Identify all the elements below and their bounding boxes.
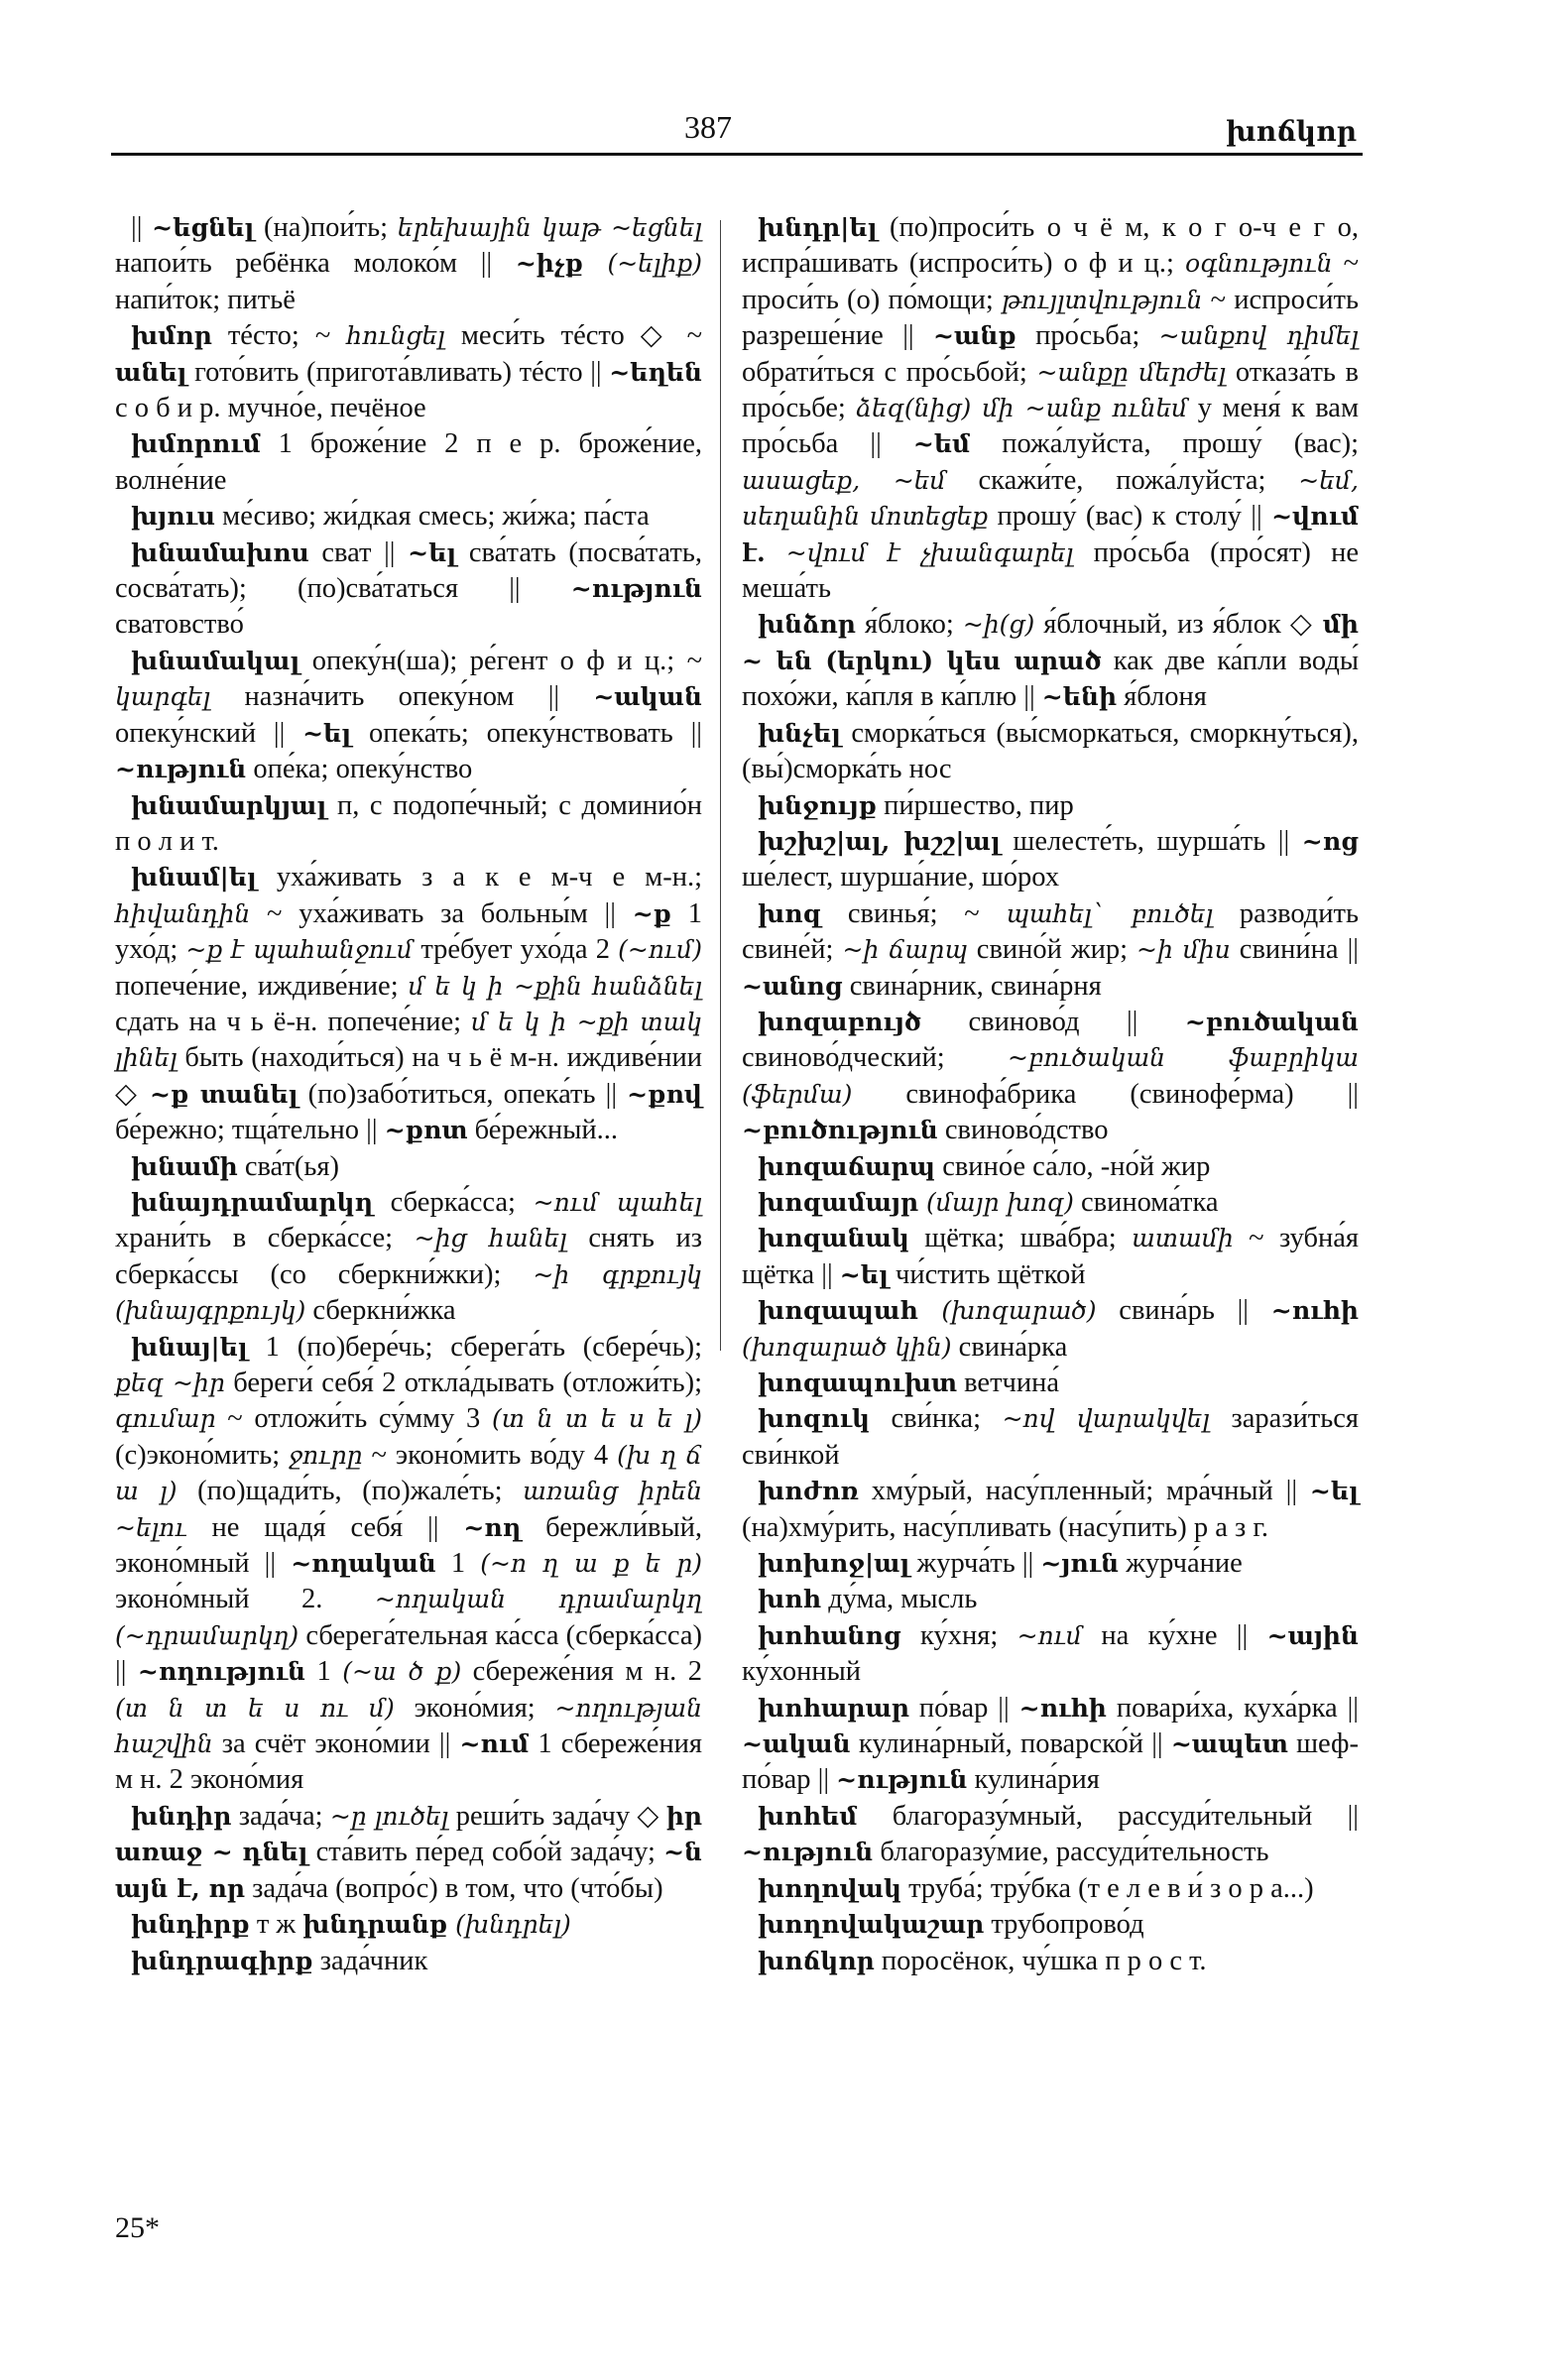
headword: ~անոց	[742, 971, 843, 1001]
dictionary-entry	[742, 716, 1359, 788]
translation: ду́ма, мысль	[821, 1584, 978, 1615]
translation: эконо́мный 2.	[115, 1584, 375, 1615]
headword: ~ել	[1309, 1477, 1359, 1506]
header-rule	[111, 153, 1363, 156]
headword: խոզանակ	[758, 1224, 909, 1253]
headword: խնամակալ	[131, 646, 300, 675]
headword: ~ողական	[291, 1549, 436, 1579]
armenian-example: ~ում պահել	[533, 1187, 702, 1217]
dictionary-entry	[115, 1330, 702, 1799]
armenian-example: (խնդրել)	[447, 1910, 571, 1940]
dictionary-entry	[742, 1907, 1359, 1943]
headword: ~ն այն է, որ	[115, 1838, 702, 1903]
translation: быть (находи́ться) на ч ь ё м-н. иждиве́нии ◇	[115, 1042, 702, 1110]
dictionary-entry	[742, 607, 1359, 715]
armenian-example: մ ե կ ի ~քին հանձնել	[408, 971, 702, 1001]
headword: ~եղեն	[609, 357, 702, 387]
translation: не щадя́ себя́ ||	[186, 1511, 464, 1543]
armenian-example: (~ում)	[618, 935, 702, 965]
translation: опека́ть; опеку́нствовать ||	[351, 717, 703, 749]
translation: разводи́ть свине́й;	[742, 897, 1359, 966]
dictionary-entry	[742, 1944, 1359, 1979]
headword: խոժոռ	[758, 1477, 859, 1506]
translation: ста́вить пе́ред собо́й зада́чу;	[307, 1837, 664, 1868]
headword: ~ել	[408, 537, 457, 567]
headword: ~վում է.	[742, 502, 1359, 567]
dictionary-entry	[742, 824, 1359, 896]
dictionary-entry	[742, 1221, 1359, 1293]
headword: խնդրանք	[302, 1910, 448, 1940]
headword: խնամի	[131, 1151, 238, 1181]
headword: ~ություն	[570, 574, 702, 604]
translation: 1 ухо́д;	[115, 897, 702, 966]
armenian-example: (տ ն տ ե ս ու մ)	[115, 1693, 395, 1723]
translation: прошу́ (вас) к столу́ ||	[988, 501, 1272, 533]
headword: ~քոտ	[384, 1116, 468, 1145]
translation: поросёнок, чу́шка п р о с т.	[874, 1945, 1207, 1976]
translation: храни́ть в сберка́ссе;	[115, 1223, 415, 1254]
column-divider	[720, 220, 721, 1351]
armenian-example: ջուրը	[289, 1440, 363, 1470]
dictionary-entry	[115, 644, 702, 788]
headword: ~ք տանել	[150, 1079, 299, 1109]
headword: խշխշ|ալ, խշշ|ալ	[758, 826, 1001, 856]
translation: скажи́те, пожа́луйста;	[945, 464, 1299, 496]
headword: ~ող	[463, 1512, 522, 1542]
headword: խնամախոս	[131, 537, 309, 567]
translation: сберкни́жка	[305, 1295, 456, 1327]
translation: т ж	[249, 1909, 303, 1941]
headword: ~ուհի	[1270, 1296, 1360, 1326]
headword: խոզամայր	[758, 1187, 919, 1217]
dictionary-entry	[115, 426, 702, 499]
translation: свинома́тка	[1073, 1186, 1219, 1218]
translation: пи́ршество, пир	[876, 789, 1074, 821]
translation: шеф-по́вар ||	[742, 1728, 1360, 1796]
dictionary-entry	[115, 1185, 702, 1330]
translation: ~ испроси́ть разреше́ние ||	[742, 284, 1359, 352]
translation: бе́режный...	[467, 1115, 619, 1146]
armenian-example: ատամի	[1132, 1224, 1234, 1253]
translation: свини́на ||	[1230, 934, 1359, 966]
translation: я́блоко;	[855, 609, 963, 641]
headword: ~ել	[839, 1259, 889, 1289]
translation: зада́чник	[312, 1945, 428, 1976]
translation: благоразу́мный, рассуди́тельный ||	[857, 1800, 1359, 1832]
headword: ~ապետ	[1170, 1729, 1288, 1759]
right-column	[742, 210, 1359, 1979]
headword: ~իչք	[515, 249, 583, 279]
translation: эконо́мия;	[394, 1692, 555, 1724]
headword: խոզաբույծ	[758, 1007, 922, 1036]
headword: ~ոց	[1301, 826, 1359, 856]
translation: повари́ха, куха́рка ||	[1106, 1692, 1359, 1724]
armenian-example: (խոզարած)	[917, 1296, 1097, 1326]
dictionary-entry	[115, 318, 702, 426]
translation: свина́рка	[951, 1331, 1068, 1363]
translation: кулина́рия	[967, 1764, 1100, 1796]
translation: сви́нка;	[869, 1403, 1003, 1435]
armenian-example: ~անքով դիմել	[1158, 321, 1359, 351]
translation: как две ка́пли воды́ похо́жи, ка́пля в ка́плю ||	[742, 645, 1359, 713]
translation: за счёт эконо́мии ||	[212, 1728, 460, 1760]
translation: п, с подопе́чный; с доминио́н п о л и т.	[115, 789, 702, 857]
headword: ~ական	[742, 1729, 851, 1759]
headword: ~յուն	[1040, 1549, 1120, 1579]
dictionary-entry	[742, 1401, 1359, 1474]
translation: сдать на ч ь ё-н. попече́ние;	[115, 1006, 472, 1037]
headword: խնամ|ել	[131, 863, 257, 892]
dictionary-entry	[742, 1005, 1359, 1149]
translation: попече́ние, иждиве́ние;	[115, 970, 409, 1002]
translation: бе́режно; тща́тельно ||	[115, 1115, 385, 1146]
translation: свиново́дческий;	[742, 1042, 1008, 1074]
translation: сберега́тельная ка́сса (сберка́сса) ||	[115, 1619, 702, 1688]
headword: խոխոջ|ալ	[758, 1549, 910, 1579]
headword: խմորում	[131, 429, 261, 459]
translation: благоразу́мие, рассуди́тельность	[873, 1837, 1269, 1868]
translation: (по)забо́титься, опека́ть ||	[298, 1078, 628, 1110]
dictionary-entry	[742, 788, 1359, 824]
headword: ~ք	[632, 898, 671, 928]
translation: ~ зубна́я щётка ||	[742, 1223, 1359, 1290]
translation: меси́ть тéсто ◇ ~	[444, 320, 703, 352]
headword: խոզուկ	[758, 1404, 870, 1434]
armenian-example: երեխային կաթ ~եցնել	[397, 213, 703, 242]
translation: обрати́ться с про́сьбой;	[742, 356, 1037, 388]
armenian-example: ~ք է պահանջում	[185, 935, 414, 965]
translation: назна́чить опеку́ном ||	[210, 681, 594, 713]
dictionary-entry	[115, 1907, 702, 1943]
dictionary-entry	[742, 1799, 1359, 1871]
headword: խոզապահ	[758, 1296, 918, 1326]
headword: խնդիր	[131, 1801, 232, 1831]
headword: ~ություն	[115, 755, 247, 784]
translation: свинофа́брика (свинофе́рма) ||	[852, 1078, 1359, 1110]
headword: խոզաճարպ	[758, 1151, 936, 1181]
armenian-example: թույլտվություն	[1002, 285, 1203, 314]
headword: ~ողություն	[137, 1657, 306, 1687]
headword: խողովակաշար	[758, 1910, 985, 1940]
headword: մի ~ են (երկու) կես արած	[742, 610, 1359, 675]
translation: щётка; шва́бра;	[908, 1223, 1133, 1254]
translation: свиново́дство	[937, 1115, 1109, 1146]
translation: свино́е са́ло, -но́й жир	[935, 1150, 1211, 1182]
headword: խնձոր	[758, 610, 856, 640]
dictionary-entry	[742, 1474, 1359, 1546]
armenian-example: պահել` բուծել	[1006, 898, 1214, 928]
headword: ~ում	[459, 1729, 530, 1759]
armenian-example: (մայր խոզ)	[918, 1187, 1074, 1217]
armenian-example: ~ից հանել	[414, 1224, 567, 1253]
translation: про́сьба;	[1016, 320, 1159, 352]
dictionary-entry	[742, 1546, 1359, 1582]
dictionary-entry	[115, 860, 702, 1148]
translation: сватовство́	[115, 609, 244, 641]
headword: ~բուծություն	[742, 1116, 938, 1145]
translation: зарази́ться сви́нкой	[742, 1403, 1359, 1471]
dictionary-entry	[115, 1944, 702, 1979]
translation: свино́й жир;	[967, 934, 1137, 966]
headword: ~ենի	[1041, 682, 1118, 712]
translation: чи́стить щёткой	[888, 1258, 1086, 1290]
translation: сва́т(ья)	[237, 1150, 340, 1182]
dictionary-entry	[742, 1618, 1359, 1691]
armenian-example: ~ի ճարպ	[842, 935, 968, 965]
headword: խոհ	[758, 1585, 822, 1614]
translation: ме́сиво; жи́дкая смесь; жи́жа; па́ста	[215, 501, 650, 533]
headword: ~ական	[593, 682, 702, 712]
dictionary-entry	[115, 1799, 702, 1907]
translation: ше́лест, шурша́ние, шо́рох	[742, 862, 1060, 893]
translation: свинья́; ~	[821, 897, 1007, 929]
headword: խնջույք	[758, 790, 877, 820]
translation: напи́ток; питьё	[115, 284, 296, 315]
armenian-example: հունցել	[346, 321, 445, 351]
translation: 1 сбереже́ния м н. 2 эконо́мия	[115, 1728, 703, 1796]
translation: хму́рый, насу́пленный; мра́чный ||	[858, 1476, 1310, 1507]
armenian-example: գումար	[115, 1404, 216, 1434]
translation: ку́хонный	[742, 1656, 862, 1688]
translation: на ку́хне ||	[1082, 1619, 1267, 1651]
translation: ~ эконо́мить во́ду 4	[362, 1439, 618, 1471]
armenian-example: (խ ղ ճ ա լ)	[115, 1440, 702, 1506]
headword: ~ություն	[836, 1765, 968, 1795]
guide-word: խոճկոր	[1226, 115, 1357, 148]
armenian-example: ձեզ(նից) մի ~անք ունեմ	[856, 394, 1188, 423]
armenian-example: ~ում	[1017, 1620, 1082, 1650]
translation: трубопрово́д	[984, 1909, 1144, 1941]
translation: сва́тать (посва́тать, сосва́тать); (по)сва́таться ||	[115, 536, 702, 605]
translation: я́блочный, из я́блок ◇	[1034, 609, 1323, 641]
headword: ~ուհի	[1018, 1693, 1107, 1723]
headword: ~բուծական	[1184, 1007, 1359, 1036]
headword: անել	[115, 357, 187, 387]
headword: խողովակ	[758, 1873, 901, 1903]
translation: зада́ча (вопро́с) в том, что (что́бы)	[244, 1872, 663, 1904]
headword: ~ություն	[742, 1838, 874, 1867]
translation: реши́ть зада́чу ◇	[448, 1800, 666, 1832]
translation: сморка́ться (вы́сморкаться, сморкну́ться), (вы́)сморка́ть нос	[742, 717, 1359, 785]
dictionary-entry	[742, 1149, 1359, 1185]
armenian-example: ~ի(ց)	[962, 610, 1035, 640]
headword: ~եցնել	[152, 213, 255, 242]
headword: խնդր|ել	[758, 213, 878, 242]
headword: խյուս	[131, 502, 216, 532]
translation: отказа́ть в про́сьбе;	[742, 356, 1359, 424]
headword: խնայ|ել	[131, 1332, 248, 1362]
translation: я́блоня	[1117, 681, 1207, 713]
translation: бережли́вый, эконо́мный ||	[115, 1511, 702, 1580]
headword: խոճկոր	[758, 1946, 875, 1975]
armenian-example: կարգել	[115, 682, 211, 712]
translation: 1 броже́ние 2 п е р. броже́ние, волне́ние	[115, 428, 702, 496]
dictionary-entry	[742, 210, 1359, 607]
armenian-example: ~ողության հաշվին	[115, 1693, 703, 1759]
headword: ~ային	[1266, 1620, 1359, 1650]
dictionary-entry	[742, 1293, 1359, 1366]
translation: 1	[435, 1548, 481, 1580]
headword: ~եմ	[912, 429, 971, 459]
dictionary-entry	[115, 499, 702, 535]
headword: ~անք	[933, 321, 1017, 351]
translation: шелесте́ть, шурша́ть ||	[1000, 825, 1302, 857]
translation: про́сьба (про́сят) не меша́ть	[742, 536, 1359, 605]
armenian-example: ~վում է չխանգարել	[765, 537, 1074, 567]
dictionary-entry	[742, 896, 1359, 1005]
dictionary-entry	[742, 1871, 1359, 1907]
headword: ~քով	[627, 1079, 702, 1109]
headword: խոզապուխտ	[758, 1368, 957, 1397]
left-column	[115, 210, 702, 1979]
translation: свина́рь ||	[1096, 1295, 1271, 1327]
translation: 1 (по)бере́чь; сберега́ть (сбере́чь);	[247, 1331, 702, 1363]
armenian-example: քեզ ~իր	[115, 1368, 225, 1397]
dictionary-entry	[742, 1582, 1359, 1617]
translation: береги́ себя́ 2 откла́дывать (отложи́ть);	[224, 1368, 702, 1398]
translation: свина́рник, свина́рня	[842, 970, 1102, 1002]
armenian-example: (~ո ղ ա ք ե ր)	[480, 1549, 703, 1579]
translation: труба́; тру́бка (т е л е в и́ з о р а...)	[900, 1872, 1314, 1904]
translation: свиново́д ||	[921, 1006, 1185, 1037]
translation: ку́хня;	[900, 1619, 1017, 1651]
headword: խոզ	[758, 898, 822, 928]
headword: խոհանոց	[758, 1620, 901, 1650]
translation: с о б и р. мучно́е, печёное	[115, 393, 426, 424]
dictionary-entry	[115, 788, 702, 861]
signature-mark: 25*	[115, 2211, 160, 2244]
armenian-example: (~ա ծ ք)	[342, 1657, 462, 1687]
translation: сберка́сса;	[372, 1186, 534, 1218]
translation: опе́ка; опеку́нство	[246, 754, 473, 785]
translation: журча́ние	[1119, 1548, 1243, 1580]
translation: опеку́н(ша); ре́гент о ф и ц.; ~	[299, 645, 702, 676]
translation: (на)пои́ть;	[254, 212, 398, 243]
armenian-example: ասացեք, ~եմ	[742, 465, 946, 495]
dictionary-entry	[742, 1366, 1359, 1401]
dictionary-entry	[115, 536, 702, 644]
translation: ~ проси́ть (о) по́мощи;	[742, 248, 1359, 315]
dictionary-entry	[115, 210, 702, 318]
armenian-example: հիվանդին	[115, 898, 251, 928]
translation: уха́живать з а к е м-ч е м-н.;	[256, 862, 702, 893]
translation: снять из сберка́ссы (со сберкни́жки);	[115, 1223, 702, 1290]
armenian-example: առանց իրեն ~ելու	[115, 1477, 702, 1542]
translation: ветчина́	[957, 1368, 1060, 1398]
armenian-example: մ ե կ ի ~քի տակ լինել	[115, 1007, 702, 1073]
translation: по́вар ||	[908, 1692, 1019, 1724]
headword: խոհարար	[758, 1693, 909, 1723]
page-number: 387	[684, 109, 732, 145]
dictionary-entry	[742, 1691, 1359, 1799]
translation: ||	[131, 212, 153, 243]
headword: իր առաջ ~ դնել	[115, 1801, 702, 1867]
translation: (по)проси́ть о ч ё м, к о г о-ч е г о, испра́шивать (испроси́ть) о ф и ц.;	[742, 212, 1359, 280]
translation: ~ уха́живать за больны́м ||	[250, 897, 633, 929]
translation: (по)щади́ть, (по)жале́ть;	[177, 1476, 524, 1507]
headword: խնչել	[758, 718, 842, 748]
translation: кулина́рный, поварско́й ||	[850, 1728, 1171, 1760]
translation: тéсто; ~	[211, 320, 347, 352]
translation: гото́вить (пригота́вливать) тéсто ||	[186, 356, 610, 388]
translation: ~ отложи́ть су́мму 3	[215, 1403, 492, 1435]
armenian-example: ~ողական դրամարկղ (~դրամարկղ)	[115, 1585, 702, 1650]
dictionary-entry	[742, 1185, 1359, 1221]
dictionary-entry	[115, 1149, 702, 1185]
headword: խնդրագիրք	[131, 1946, 313, 1975]
translation: журча́ть ||	[909, 1548, 1041, 1580]
translation: (с)эконо́мить;	[115, 1439, 290, 1471]
armenian-example: (~ելիք)	[582, 249, 702, 279]
armenian-example: օգնություն	[1185, 249, 1333, 279]
armenian-example: ~ի գրքույկ (խնայգրքույկ)	[115, 1259, 702, 1326]
translation: пожа́луйста, прошу́ (вас);	[970, 428, 1360, 460]
headword: խնդիրք	[131, 1910, 250, 1940]
armenian-example: ~եմ, սեղանին մոտեցեք	[742, 465, 1359, 532]
translation: зада́ча;	[231, 1800, 330, 1832]
armenian-example: ~ով վարակվել	[1002, 1404, 1210, 1434]
armenian-example: (տ ն տ ե ս ե լ)	[491, 1404, 702, 1434]
headword: խնամարկյալ	[131, 790, 327, 820]
headword: խմոր	[131, 321, 212, 351]
translation: у меня́ к вам про́сьба ||	[742, 393, 1359, 460]
headword: խոհեմ	[758, 1801, 858, 1831]
headword: խնայդրամարկղ	[131, 1187, 373, 1217]
armenian-example: ~բուծական ֆաբրիկա (ֆերմա)	[742, 1043, 1359, 1109]
translation: опеку́нский ||	[115, 717, 303, 749]
headword: ~ել	[302, 718, 352, 748]
translation: (на)хму́рить, насу́пливать (насу́пить) р а з г.	[742, 1511, 1268, 1543]
armenian-example: (խոզարած կին)	[742, 1332, 952, 1362]
translation: сбереже́ния м н. 2	[461, 1656, 702, 1688]
translation: напои́ть ребёнка молоко́м ||	[115, 248, 516, 280]
armenian-example: ~ի միս	[1136, 935, 1231, 965]
armenian-example: ~անքը մերժել	[1036, 357, 1227, 387]
translation: сват ||	[308, 536, 409, 568]
translation: тре́бует ухо́да 2	[413, 934, 619, 966]
translation: 1	[305, 1656, 343, 1688]
armenian-example: ~ը լուծել	[329, 1801, 449, 1831]
